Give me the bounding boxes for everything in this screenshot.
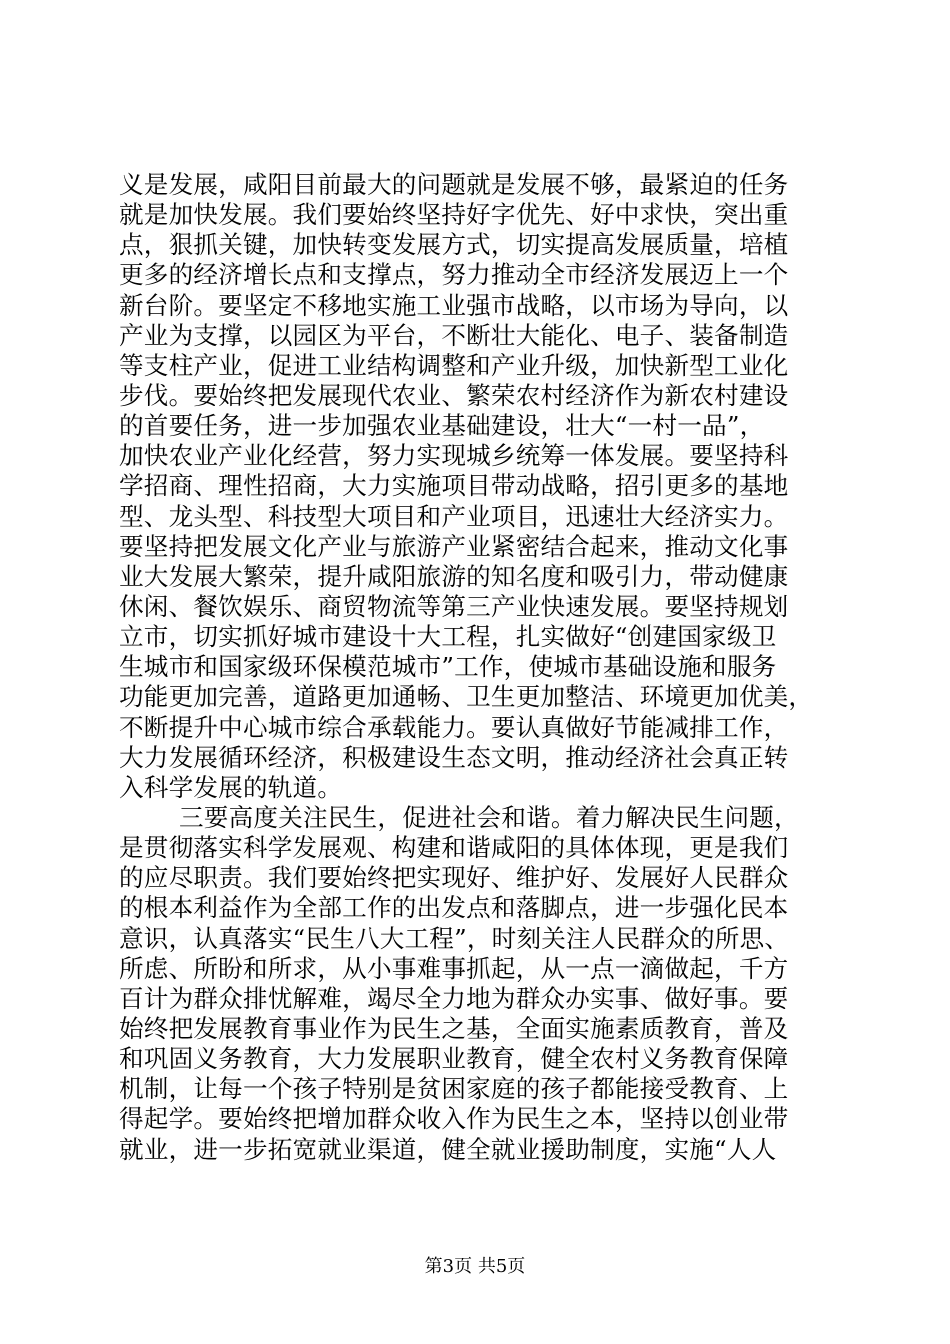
text-line: 百计为群众排忧解难，竭尽全力地为群众办实事、做好事。要: [119, 983, 789, 1013]
text-line: 入科学发展的轨道。: [119, 772, 343, 802]
text-line: 就业，进一步拓宽就业渠道，健全就业援助制度，实施“人人: [119, 1134, 777, 1164]
text-line: 点，狠抓关键，加快转变发展方式，切实提高发展质量，培植: [119, 230, 789, 260]
text-line: 要坚持把发展文化产业与旅游产业紧密结合起来，推动文化事: [119, 531, 789, 561]
text-line: 休闲、餐饮娱乐、商贸物流等第三产业快速发展。要坚持规划: [119, 591, 789, 621]
text-line: 的首要任务，进一步加强农业基础建设，壮大“一村一品”，: [119, 411, 765, 441]
text-line: 是贯彻落实科学发展观、构建和谐咸阳的具体体现，更是我们: [119, 833, 789, 863]
text-line: 的应尽职责。我们要始终把实现好、维护好、发展好人民群众: [119, 863, 789, 893]
text-line: 新台阶。要坚定不移地实施工业强市战略，以市场为导向，以: [119, 290, 789, 320]
text-line: 更多的经济增长点和支撑点，努力推动全市经济发展迈上一个: [119, 260, 789, 290]
text-line: 业大发展大繁荣，提升咸阳旅游的知名度和吸引力，带动健康: [119, 561, 789, 591]
text-line: 三要高度关注民生，促进社会和谐。着力解决民生问题，: [179, 802, 799, 832]
page-footer: 第3页 共5页: [424, 1256, 526, 1277]
text-line: 不断提升中心城市综合承载能力。要认真做好节能减排工作，: [119, 712, 789, 742]
text-line: 立市，切实抓好城市建设十大工程，扎实做好“创建国家级卫: [119, 622, 777, 652]
text-line: 大力发展循环经济，积极建设生态文明，推动经济社会真正转: [119, 742, 789, 772]
text-line: 始终把发展教育事业作为民生之基，全面实施素质教育，普及: [119, 1013, 789, 1043]
text-line: 等支柱产业，促进工业结构调整和产业升级，加快新型工业化: [119, 350, 789, 380]
text-line: 学招商、理性招商，大力实施项目带动战略，招引更多的基地: [119, 471, 789, 501]
text-line: 意识，认真落实“民生八大工程”，时刻关注人民群众的所思、: [119, 923, 790, 953]
text-line: 机制，让每一个孩子特别是贫困家庭的孩子都能接受教育、上: [119, 1074, 789, 1104]
text-line: 加快农业产业化经营，努力实现城乡统筹一体发展。要坚持科: [119, 441, 789, 471]
text-line: 义是发展，咸阳目前最大的问题就是发展不够，最紧迫的任务: [119, 170, 789, 199]
text-line: 的根本利益作为全部工作的出发点和落脚点，进一步强化民本: [119, 893, 789, 923]
text-line: 功能更加完善，道路更加通畅、卫生更加整洁、环境更加优美，: [119, 682, 814, 712]
text-line: 步伐。要始终把发展现代农业、繁荣农村经济作为新农村建设: [119, 380, 789, 410]
text-line: 产业为支撑，以园区为平台，不断壮大能化、电子、装备制造: [119, 320, 789, 350]
text-line: 得起学。要始终把增加群众收入作为民生之本，坚持以创业带: [119, 1104, 789, 1134]
text-line: 所虑、所盼和所求，从小事难事抓起，从一点一滴做起，千方: [119, 953, 789, 983]
text-line: 生城市和国家级环保模范城市”工作，使城市基础设施和服务: [119, 652, 777, 682]
body-text: [119, 170, 831, 1165]
text-line: 和巩固义务教育，大力发展职业教育，健全农村义务教育保障: [119, 1044, 789, 1074]
text-line: 就是加快发展。我们要始终坚持好字优先、好中求快，突出重: [119, 200, 789, 230]
text-line: 型、龙头型、科技型大项目和产业项目，迅速壮大经济实力。: [119, 501, 789, 531]
